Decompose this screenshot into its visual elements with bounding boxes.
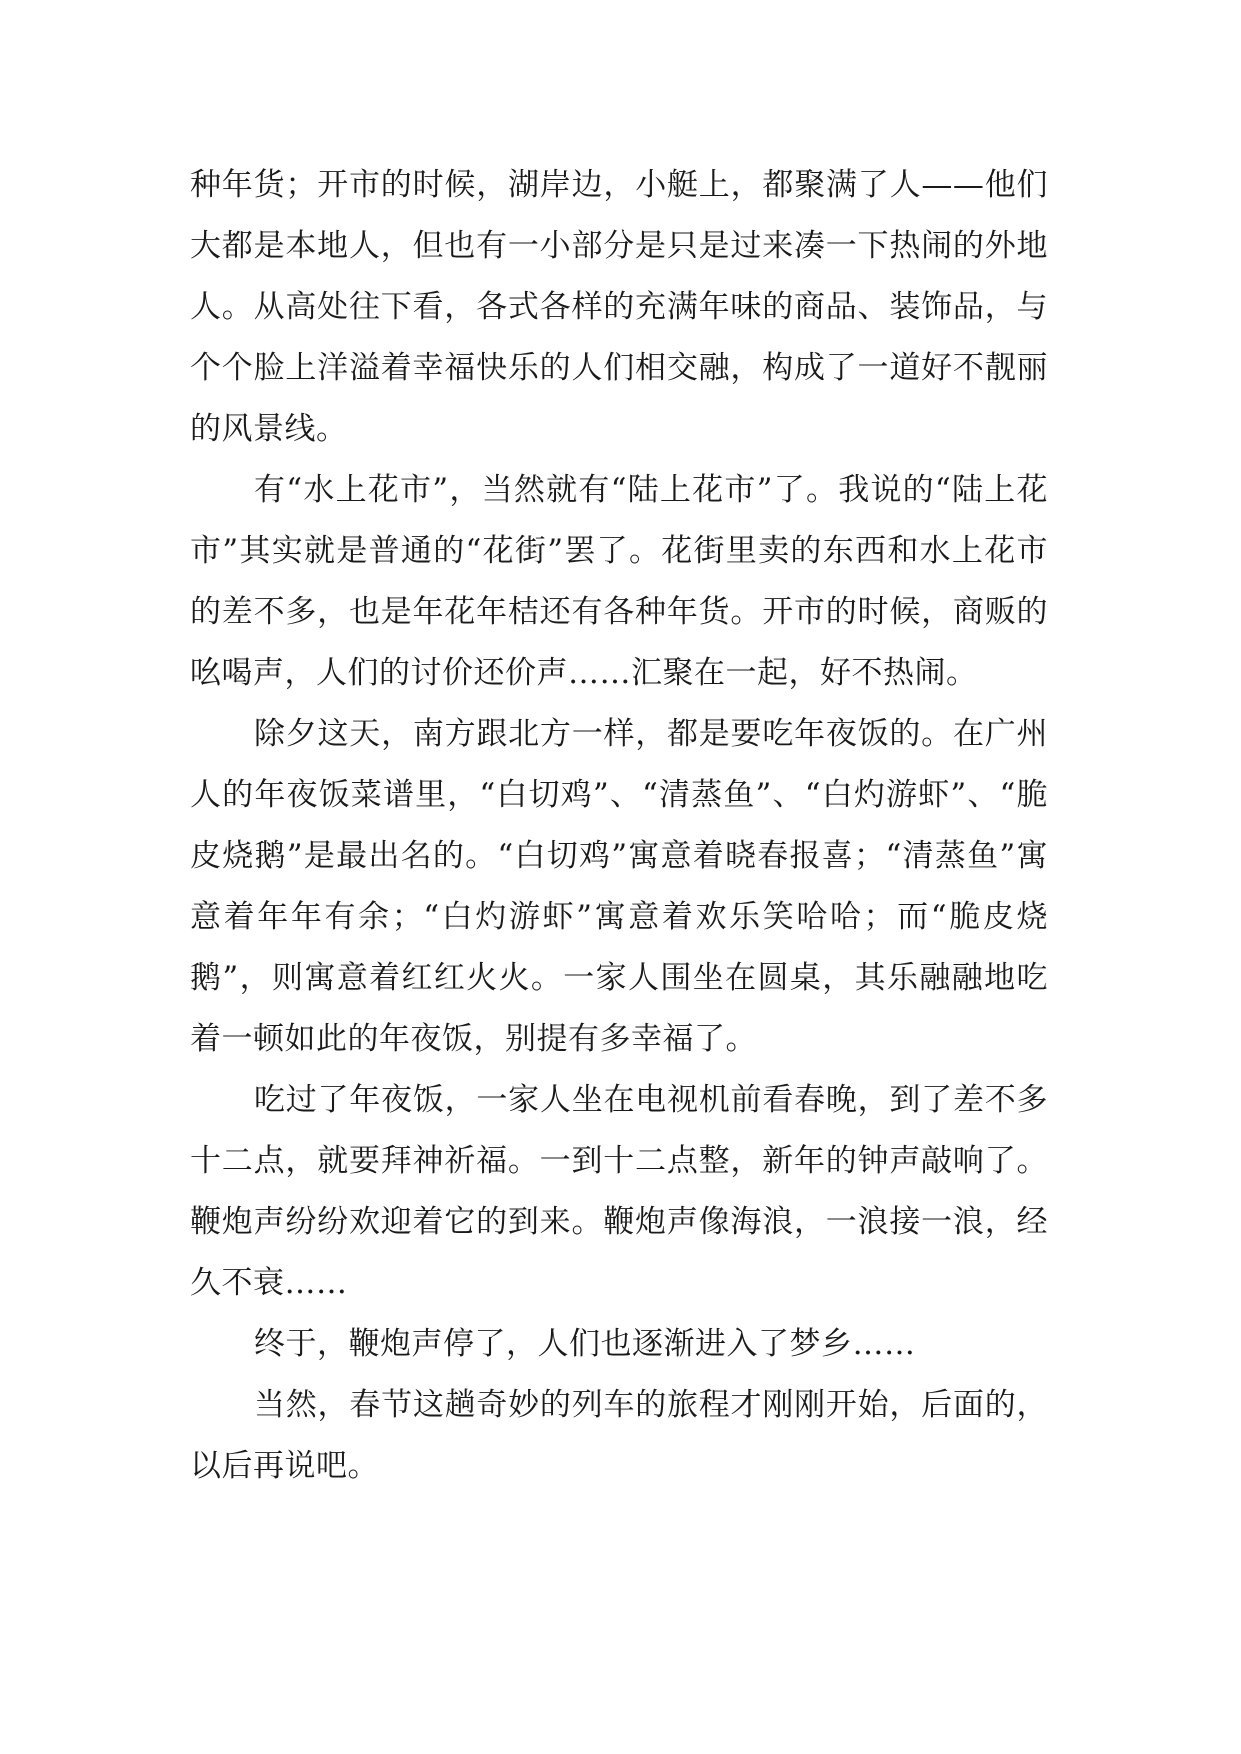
paragraph-firecrackers-stopped: 终于，鞭炮声停了，人们也逐渐进入了梦乡……: [254, 1326, 916, 1362]
paragraph-spring-gala-firecrackers: 吃过了年夜饭，一家人坐在电视机前看春晚，到了差不多十二点，就要拜神祈福。一到十二点整，新年的钟声敲响了。鞭炮声纷纷欢迎着它的到来。鞭炮声像海浪，一浪接一浪，经久不衰……: [190, 1082, 1048, 1301]
paragraph-land-flower-market: 有“水上花市”，当然就有“陆上花市”了。我说的“陆上花市”其实就是普通的“花街”罢了。花街里卖的东西和水上花市的差不多，也是年花年桔还有各种年货。开市的时候，商贩的吆喝声，人们的讨价还价声……汇聚在一起，好不热闹。: [190, 472, 1048, 691]
paragraph-new-years-eve-dinner: 除夕这天，南方跟北方一样，都是要吃年夜饭的。在广州人的年夜饭菜谱里，“白切鸡”、“清蒸鱼”、“白灼游虾”、“脆皮烧鹅”是最出名的。“白切鸡”寓意着晓春报喜；“清蒸鱼”寓意着年年有余；“白灼游虾”寓意着欢乐笑哈哈；而“脆皮烧鹅”，则寓意着红红火火。一家人围坐在圆桌，其乐融融地吃着一顿如此的年夜饭，别提有多幸福了。: [190, 716, 1048, 1057]
document-body: [190, 155, 1048, 1497]
paragraph-closing: 当然，春节这趟奇妙的列车的旅程才刚刚开始，后面的，以后再说吧。: [190, 1387, 1048, 1484]
paragraph-continuation: 种年货；开市的时候，湖岸边，小艇上，都聚满了人——他们大都是本地人，但也有一小部分是只是过来凑一下热闹的外地人。从高处往下看，各式各样的充满年味的商品、装饰品，与个个脸上洋溢着幸福快乐的人们相交融，构成了一道好不靓丽的风景线。: [190, 167, 1048, 447]
